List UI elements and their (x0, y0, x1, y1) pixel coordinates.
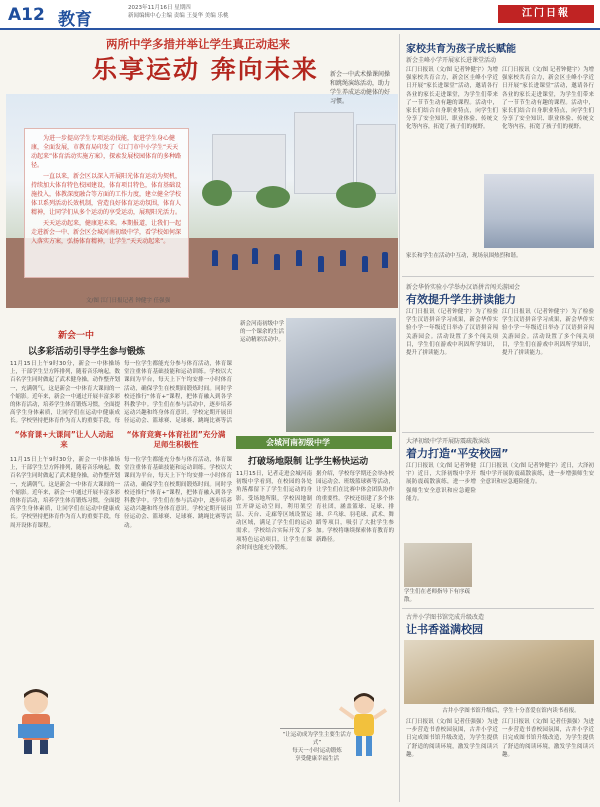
slogan-line-2: 每天一小时运动锻炼 (292, 748, 342, 754)
article3-photo (404, 543, 472, 587)
second-photo (286, 318, 396, 432)
column-divider (399, 34, 400, 802)
section-tag-henan-middle: 会城河南初级中学 (236, 436, 392, 449)
rule-3 (402, 608, 594, 609)
header-meta (128, 4, 229, 20)
article2-body-left: 江门日报讯（记者钟健宇）为了检验学生汉语拼音学习成果，新会华侨实验小学一年级近日举办了汉语拼音闯关游园会。活动设置了多个闯关项目，学生们在游戏中巩固所学知识，提升了拼读能力。 (406, 309, 498, 357)
article1-body-right: 江门日报讯（文/图 记者钟健宇）为增强家校共育合力，新会区圭峰小学近日开展“家长进课堂”活动，邀请各行各业的家长走进课堂，为学生们带来了一节节生动有趣的课程。活动中，家长们结合自身职业特点，向学生们分享了安全知识、职业体验、传统文化等内容，拓宽了孩子们的视野。 (502, 67, 594, 131)
lead-intro-box (24, 128, 189, 278)
article1-body-left: 江门日报讯（文/图 记者钟健宇）为增强家校共育合力，新会区圭峰小学近日开展“家长进课堂”活动，邀请各行各业的家长走进课堂，为学生们带来了一节节生动有趣的课程。活动中，家长们结合自身职业特点，向学生们分享了安全知识、职业体验、传统文化等内容，拓宽了孩子们的视野。 (406, 67, 498, 131)
rule-1 (402, 276, 594, 277)
section-tag-xinhui-yizhong: 新会一中 (58, 331, 95, 341)
second-photo-caption: 新会河南初级中学的一个课余的生活运动精彩活动中。 (240, 321, 285, 343)
lead-byline: 文/图 江门日报记者 钟健宇 任强强 (86, 298, 171, 304)
lead-intro-p3: 天天运动起来，健康迎未来。本期报道，让我们一起走进新会一中、新会区会城河南初级中学，看学校如何深入落实方案，弘扬体育精神，让学生“天天动起来”。 (31, 220, 182, 245)
article1-caption: 家长和学生在活动中互动，现场氛围热烈和谐。 (406, 253, 522, 259)
article4-kicker: 古井小学图书馆完成升级改造 (406, 614, 485, 621)
article3-kicker: 大泽初级中学开展防震疏散演练 (406, 438, 491, 445)
subhead-activities: 以多彩活动引导学生参与锻炼 (28, 347, 146, 357)
article1-title: 家校共育为孩子成长赋能 (406, 44, 516, 55)
body-column-6: 据介绍，学校每学期还会举办校园运动会、班级篮球赛等活动，让学生们在比赛中体会团队协作的重要性。学校还组建了多个体育社团，涵盖篮球、足球、排球、乒乓球、羽毛球、武术、舞蹈等项目，吸引了大批学生参加。学校将继续探索体育教育的新路径。 (316, 471, 394, 543)
article4-caption: 古井小学图书馆升级后，学生十分喜爱在馆内读书看报。 (442, 708, 580, 714)
slogan-line-3: 享受健康幸福生活 (294, 756, 339, 762)
article4-body-left: 江门日报讯（文/图 记者任强强）为进一步营造书香校园氛围，古井小学近日完成图书馆升级改造，为学生提供了舒适的阅读环境，激发学生阅读兴趣。 (406, 719, 498, 758)
article1-subtitle: 新会圭峰小学开展家长进课堂活动 (406, 57, 497, 64)
article2-body-right: 江门日报讯（记者钟健宇）为了检验学生汉语拼音学习成果，新会华侨实验小学一年级近日举办了汉语拼音闯关游园会。活动设置了多个闯关项目，学生们在游戏中巩固所学知识，提升了拼读能力。 (502, 309, 594, 357)
subhead-pe-competition: “体育竞赛+体育社团”充分满足师生积极性 (126, 430, 226, 449)
article3-caption: 学生们在老师指导下有序疏散。 (404, 589, 471, 603)
rule-2 (402, 432, 594, 433)
body-column-4: 每一位学生都能充分参与体育活动，体育课堂注重体育基础技能和运动训练。学校以大课间为平台，每天上下午均安排一小时体育活动，确保学生在校期间锻炼时间。同时学校还推行“体育+”课程，把体育融入到各学科教学中。学生们在参与活动中，逐步培养运动兴趣和终身体育意识。学校定期开展田径运动会、篮球赛、足球赛、跳绳比赛等活动。 (124, 457, 232, 529)
jumping-kid-illustration (336, 690, 390, 760)
article4-photo (404, 640, 594, 704)
subhead-pe-class: “体育课+大课间”让人人动起来 (14, 430, 114, 449)
page-number: A12 (8, 5, 45, 25)
article3-body-right: 江门日报讯（文/图 记者钟健宇）近日，大泽初级中学开展防震疏散演练，进一步增强师生安全意识和应急避险能力。 (480, 463, 594, 486)
article2-title: 有效提升学生拼读能力 (406, 293, 516, 306)
slogan-line-1: “让运动成为学生主要生活方式” (282, 732, 352, 746)
body-column-3: 11月15日上午9时30分，新会一中体操场上，干部学生呈方阵排列，随着音乐响起，数百名学生同时做起了武术健身操，动作整齐划一，充满朝气。这是新会一中体育大课间的一个缩影。近年来，新会一中通过开展丰富多彩的体育活动，培养学生体育锻炼习惯，全面提高学生身体素质，让同学们在运动中健康成长。学校坚持把体育作为育人的重要手段，每周开设体育课程。 (10, 457, 120, 529)
masthead (0, 0, 600, 30)
lead-headline: 乐享运动 奔向未来 (92, 55, 319, 84)
section-label: 教育 (58, 10, 92, 30)
subhead-break-limits: 打破场地限制 让学生畅快运动 (248, 457, 369, 467)
hero-caption: 新会一中武术操课间操和跳绳演练活动，助力学生养成运动健体的好习惯。 (330, 71, 391, 105)
lead-kicker: 两所中学多措并举让学生真正动起来 (106, 37, 290, 51)
body-column-2: 每一位学生都能充分参与体育活动，体育课堂注重体育基础技能和运动训练。学校以大课间为平台，每天上下午均安排一小时体育活动，确保学生在校期间锻炼时间。同时学校还推行“体育+”课程，把体育融入到各学科教学中。学生们在参与活动中，逐步培养运动兴趣和终身体育意识。学校定期开展田径运动会、篮球赛、足球赛、跳绳比赛等活 (124, 361, 232, 424)
newspaper-logo: 江门日報 (498, 5, 594, 23)
reading-kid-illustration (6, 684, 66, 756)
article2-kicker: 新会华侨实验小学举办汉语拼音闯关游园会 (406, 284, 521, 291)
article1-photo (484, 174, 594, 248)
lead-intro-p2: 一直以来，新会区以深入开展阳光体育运动为契机，持续加大体育特色校园建设，体育项目特色，体育基础设施投入，体教深度融合等方面的工作力度，建立健全学校体卫系列活动长效机制，营造良好体育运动氛围，体育人精神，让同学们从多个运动的享受运动，展现阳光活力。 (31, 173, 182, 216)
article3-body-left: 江门日报讯（文/图 记者钟健宇）近日，大泽初级中学开展防震疏散演练，进一步增强师生安全意识和应急避险能力。 (406, 463, 476, 502)
article3-title: 着力打造“平安校园” (406, 447, 509, 460)
article4-title: 让书香溢满校园 (406, 623, 483, 636)
article4-body-right: 江门日报讯（文/图 记者任强强）为进一步营造书香校园氛围，古井小学近日完成图书馆升级改造，为学生提供了舒适的阅读环境，激发学生阅读兴趣。 (502, 719, 594, 758)
header-editors: 新闻编辑中心主编 责编 王曼华 美编 乐桃 (128, 13, 229, 19)
body-column-1: 11月15日上午9时30分，新会一中体操场上，干部学生呈方阵排列，随着音乐响起，数百名学生同时做起了武术健身操，动作整齐划一，充满朝气。这是新会一中体育大课间的一个缩影。近年来，新会一中通过开展丰富多彩的体育活动，培养学生体育锻炼习惯，全面提高学生身体素质，让同学们在运动中健康成长。学校坚持把体育作为育人的重要手段，每 (10, 361, 120, 424)
header-date: 2023年11月16日 星期四 (128, 5, 191, 11)
body-column-5: 11月15日，记者走进会城河南初级中学看到，在校园的各处角落都留下了学生们运动的身影。受场地所限，学校因地制宜开辟运动空间，利用架空层、天台、走廊等区域设置运动区域，满足了学生们的运动需求。学校结合实际开发了多项特色运动项目，让学生在课余时间也能充分锻炼。 (236, 471, 312, 551)
lead-intro-p1: 为进一步提高学生专项运动技能，促进学生身心健康，全面发展，市教育局印发了《江门市中小学生“天天动起来”体育活动实施方案》，探索发展校园体育的多种路径。 (31, 135, 182, 169)
